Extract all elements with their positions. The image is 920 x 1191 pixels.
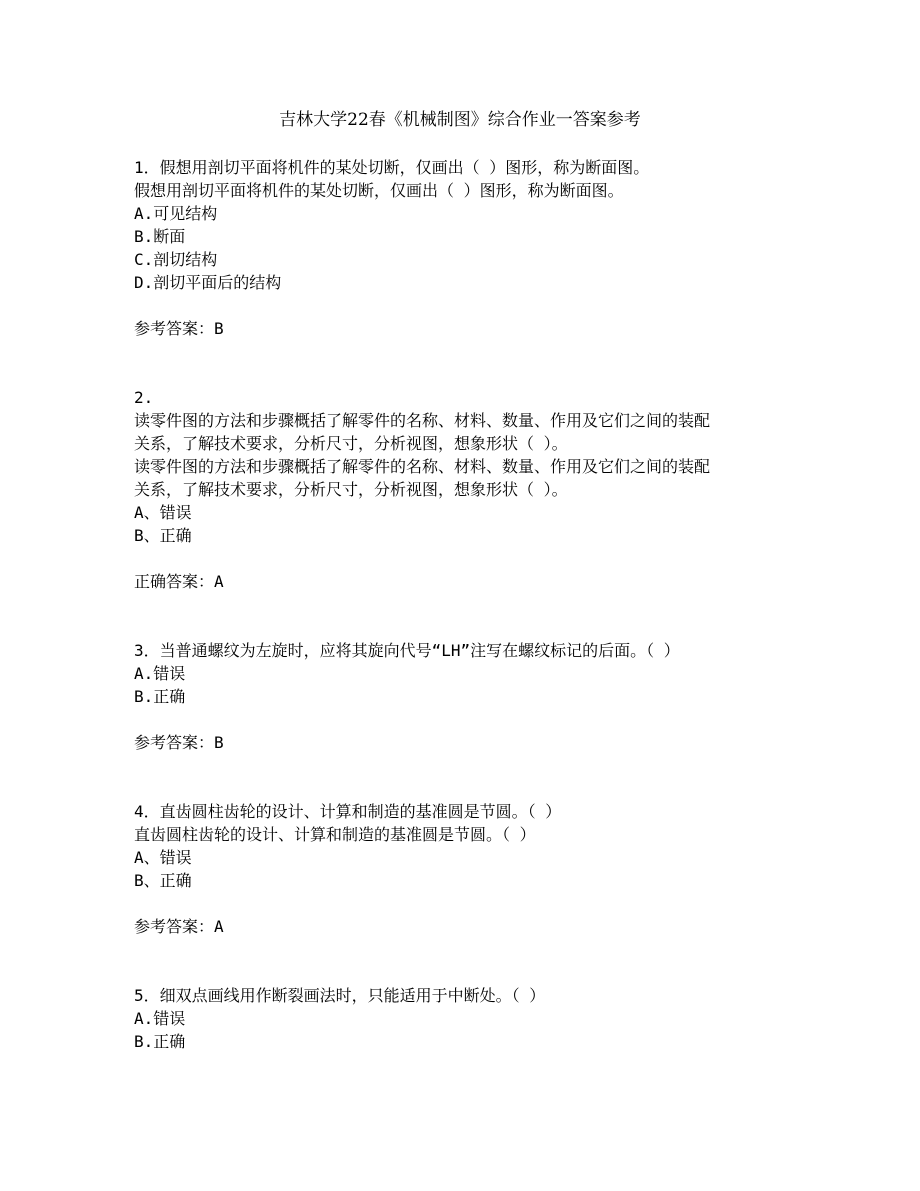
question-1: [134, 156, 814, 340]
question-2-stem-repeat-line-2: 关系，了解技术要求，分析尺寸，分析视图，想象形状（ ）。: [134, 480, 568, 499]
document-title: 吉林大学22春《机械制图》综合作业一答案参考: [279, 110, 641, 130]
question-2-answer: 正确答案：A: [134, 572, 224, 591]
question-3-stem: 3．当普通螺纹为左旋时，应将其旋向代号“LH”注写在螺纹标记的后面。（ ）: [134, 641, 680, 660]
question-5: [134, 984, 814, 1053]
question-2-number: 2.: [134, 388, 154, 407]
question-4-answer: 参考答案：A: [134, 917, 224, 936]
question-3-option-b: B.正确: [134, 687, 186, 706]
question-3: [134, 639, 814, 754]
question-1-option-c: C.剖切结构: [134, 250, 218, 269]
question-5-option-b: B.正确: [134, 1032, 186, 1051]
question-1-stem: 1．假想用剖切平面将机件的某处切断，仅画出（ ）图形，称为断面图。: [134, 158, 650, 177]
question-1-option-d: D.剖切平面后的结构: [134, 273, 282, 292]
question-2-stem-line-2: 关系，了解技术要求，分析尺寸，分析视图，想象形状（ ）。: [134, 434, 568, 453]
question-2-stem-repeat-line-1: 读零件图的方法和步骤概括了解零件的名称、材料、数量、作用及它们之间的装配: [134, 457, 711, 476]
question-4: [134, 800, 814, 938]
question-1-answer: 参考答案：B: [134, 319, 224, 338]
question-1-stem-repeat: 假想用剖切平面将机件的某处切断，仅画出（ ）图形，称为断面图。: [134, 181, 624, 200]
question-2-stem-line-1: 读零件图的方法和步骤概括了解零件的名称、材料、数量、作用及它们之间的装配: [134, 411, 711, 430]
question-4-option-b: B、正确: [134, 871, 192, 890]
question-4-option-a: A、错误: [134, 848, 192, 867]
question-4-stem: 4．直齿圆柱齿轮的设计、计算和制造的基准圆是节圆。（ ）: [134, 802, 562, 821]
question-5-option-a: A.错误: [134, 1009, 186, 1028]
question-2-option-a: A、错误: [134, 503, 192, 522]
question-2-option-b: B、正确: [134, 526, 192, 545]
question-3-option-a: A.错误: [134, 664, 186, 683]
question-5-stem: 5．细双点画线用作断裂画法时，只能适用于中断处。（ ）: [134, 986, 546, 1005]
question-list: [134, 156, 814, 1053]
question-3-answer: 参考答案：B: [134, 733, 224, 752]
question-4-stem-repeat: 直齿圆柱齿轮的设计、计算和制造的基准圆是节圆。（ ）: [134, 825, 536, 844]
question-2: [134, 386, 814, 593]
question-1-option-b: B.断面: [134, 227, 186, 246]
question-1-option-a: A.可见结构: [134, 204, 218, 223]
